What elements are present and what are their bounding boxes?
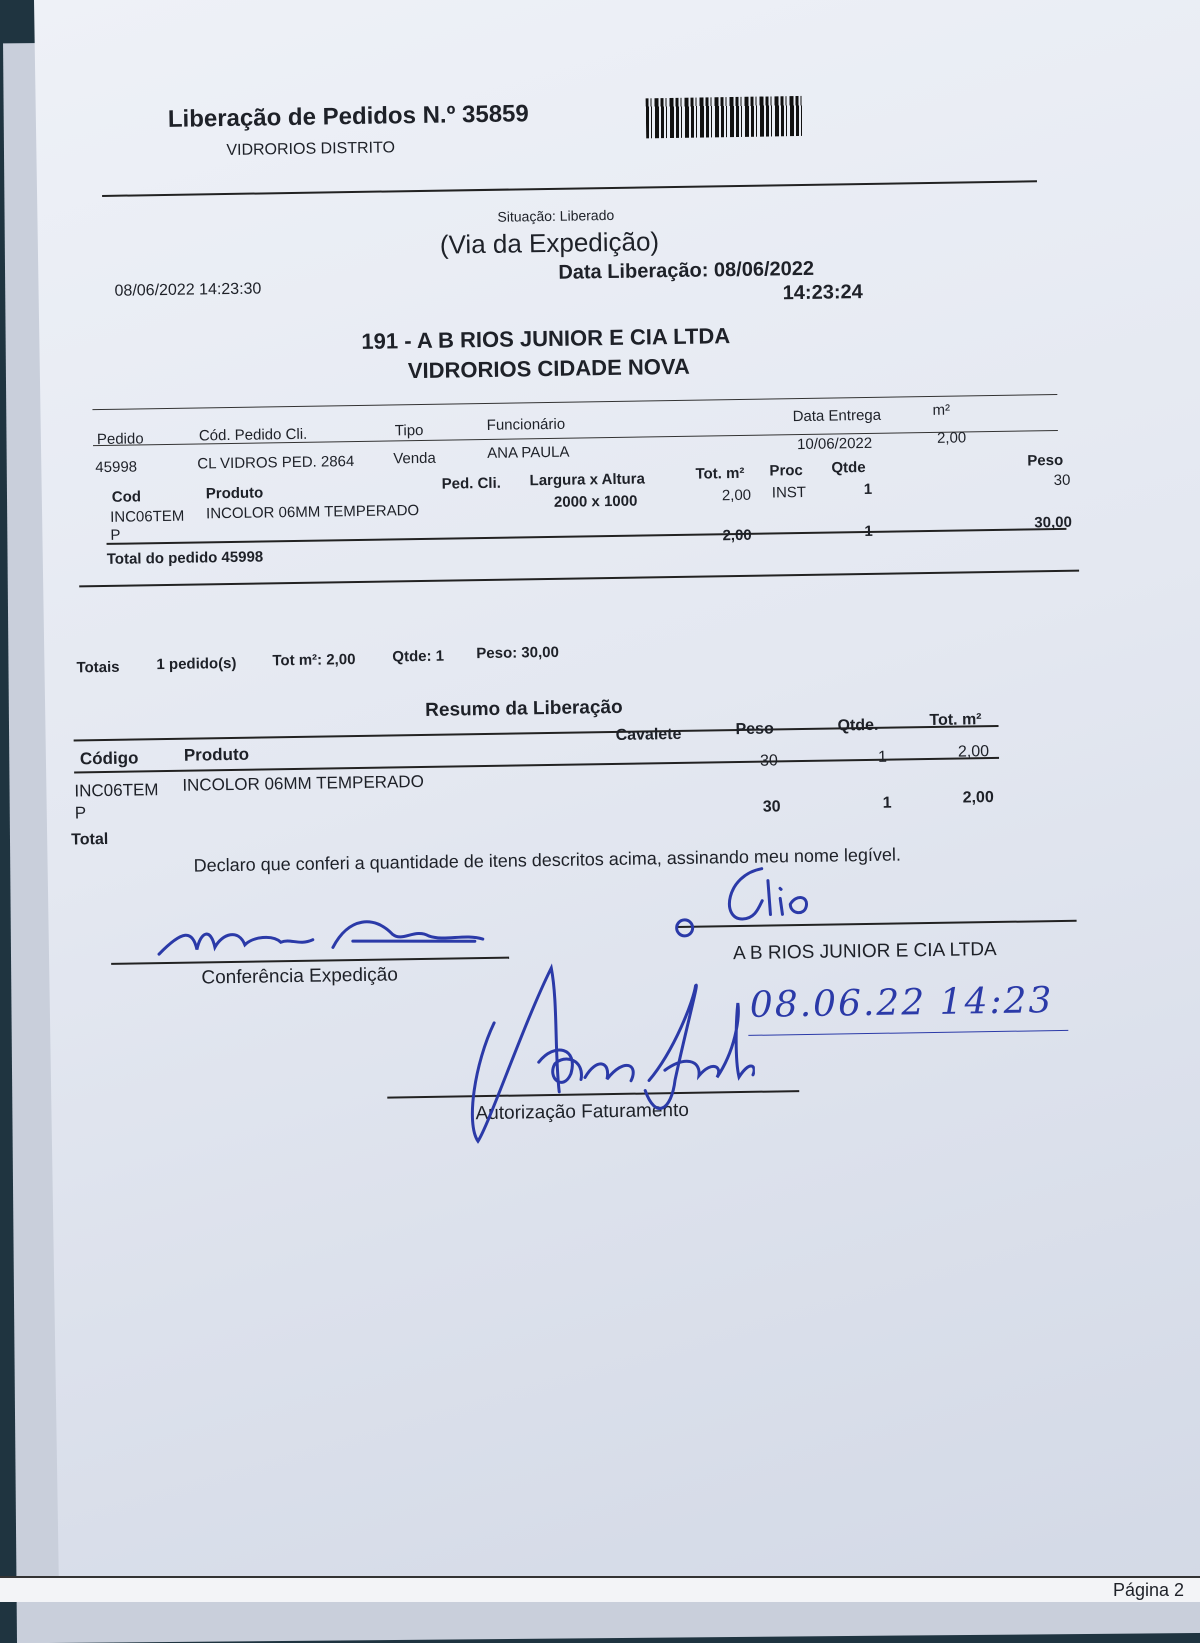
col-proc: Proc xyxy=(769,461,803,480)
order-total-m2: 2,00 xyxy=(722,526,752,545)
resumo-codigo-value: INC06TEM xyxy=(74,780,159,801)
item-proc: INST xyxy=(771,483,807,502)
resumo-produto-value: INCOLOR 06MM TEMPERADO xyxy=(182,771,424,795)
m2-value: 2,00 xyxy=(936,429,967,447)
item-qtde: 1 xyxy=(863,480,873,499)
item-dimensions: 2000 x 1000 xyxy=(553,492,638,511)
company-name: VIDRORIOS DISTRITO xyxy=(226,139,396,159)
resumo-total-m2: 2,00 xyxy=(962,789,994,807)
col-cod: Cod xyxy=(111,488,142,506)
data-entrega-value: 10/06/2022 xyxy=(796,434,873,454)
resumo-col-produto: Produto xyxy=(183,744,250,765)
resumo-title: Resumo da Liberação xyxy=(425,696,623,721)
header-divider xyxy=(102,180,1037,197)
pedido-value: 45998 xyxy=(95,458,138,477)
item-produto: INCOLOR 06MM TEMPERADO xyxy=(205,502,420,523)
resumo-total-peso: 30 xyxy=(762,798,781,816)
resumo-codigo-cont: P xyxy=(74,803,87,823)
col-largura-altura: Largura x Altura xyxy=(529,470,646,490)
next-page-edge xyxy=(0,1576,1200,1602)
barcode xyxy=(646,96,805,138)
order-total-label: Total do pedido 45998 xyxy=(106,548,264,568)
data-liberacao: Data Liberação: 08/06/2022 xyxy=(558,257,815,284)
resumo-col-cavalete: Cavalete xyxy=(615,725,682,744)
conferencia-label: Conferência Expedição xyxy=(201,964,398,989)
totais-label: Totais xyxy=(76,658,120,677)
funcionario-value: ANA PAULA xyxy=(487,443,570,462)
totais-pedidos: 1 pedido(s) xyxy=(156,654,237,674)
col-tipo: Tipo xyxy=(394,421,424,440)
data-liberacao-time: 14:23:24 xyxy=(782,281,863,305)
resumo-total-label: Total xyxy=(71,830,109,849)
resumo-col-codigo: Código xyxy=(79,748,139,769)
order-top-rule xyxy=(92,394,1057,410)
order-bottom-rule xyxy=(79,570,1079,588)
client-name: 191 - A B RIOS JUNIOR E CIA LTDA xyxy=(361,323,731,354)
order-total-qtde: 1 xyxy=(864,522,873,541)
item-cod-cont: P xyxy=(110,526,121,544)
resumo-col-peso: Peso xyxy=(735,720,774,739)
col-qtde: Qtde xyxy=(831,458,866,477)
col-m2: m² xyxy=(932,401,951,419)
signature-client xyxy=(666,860,827,943)
tipo-value: Venda xyxy=(393,449,436,468)
item-cod: INC06TEM xyxy=(110,507,185,526)
resumo-qtde-value: 1 xyxy=(877,748,888,766)
totais-m2: Tot m²: 2,00 xyxy=(272,651,356,670)
resumo-tot-m2-value: 2,00 xyxy=(957,743,990,761)
col-cod-pedido-cli: Cód. Pedido Cli. xyxy=(198,425,308,445)
col-produto: Produto xyxy=(205,484,264,503)
resumo-peso-value: 30 xyxy=(759,752,778,770)
col-funcionario: Funcionário xyxy=(486,415,566,434)
resumo-col-tot-m2: Tot. m² xyxy=(929,711,982,730)
col-peso: Peso xyxy=(1027,451,1064,470)
order-total-peso: 30,00 xyxy=(1034,513,1073,532)
situacao-label: Situação: Liberado xyxy=(497,206,615,225)
document-title: Liberação de Pedidos N.º 35859 xyxy=(167,100,529,133)
col-pedido: Pedido xyxy=(96,430,144,449)
autorizacao-label: Autorização Faturamento xyxy=(475,1099,690,1125)
print-datetime: 08/06/2022 14:23:30 xyxy=(114,280,262,300)
totais-peso: Peso: 30,00 xyxy=(476,643,560,663)
page-number: Página 2 xyxy=(1112,1580,1184,1600)
declaration-text: Declaro que conferi a quantidade de itens descritos acima, assinando meu nome legível. xyxy=(193,844,902,876)
resumo-total-qtde: 1 xyxy=(882,794,892,812)
item-total-rule xyxy=(107,528,1067,545)
signature-autorizacao xyxy=(433,959,756,1154)
item-tot-m2: 2,00 xyxy=(721,486,752,505)
item-peso: 30 xyxy=(1053,471,1071,490)
col-tot-m2: Tot. m² xyxy=(695,464,745,483)
client-signature-label: A B RIOS JUNIOR E CIA LTDA xyxy=(732,938,997,965)
via-label: (Via da Expedição) xyxy=(439,226,660,260)
totais-qtde: Qtde: 1 xyxy=(392,647,445,666)
cod-pedido-cli-value: CL VIDROS PED. 2864 xyxy=(197,453,355,473)
signature-conferencia xyxy=(152,905,493,970)
resumo-col-qtde: Qtde. xyxy=(837,716,879,735)
client-store: VIDRORIOS CIDADE NOVA xyxy=(407,353,690,384)
handwritten-date: 08.06.22 14:23 xyxy=(749,980,1054,1026)
document-page xyxy=(34,0,1200,1600)
col-data-entrega: Data Entrega xyxy=(792,406,882,426)
handwritten-date-underline xyxy=(748,1030,1068,1036)
col-ped-cli: Ped. Cli. xyxy=(441,474,501,493)
